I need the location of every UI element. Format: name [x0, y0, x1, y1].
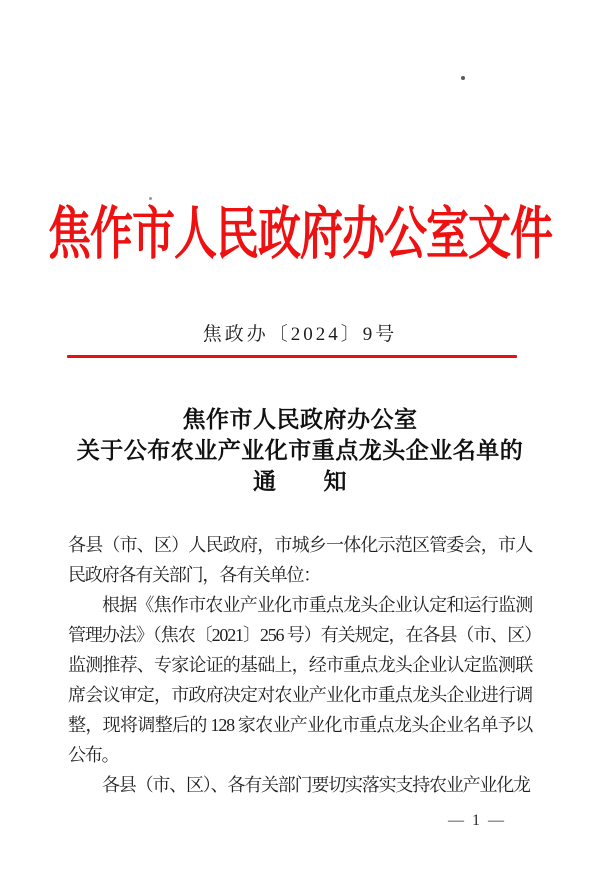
notice-title-line-3: 通 知 [253, 469, 347, 494]
notice-title-line-1: 焦作市人民政府办公室 [182, 407, 418, 432]
body-paragraph-2: 各县（市、区）、各有关部门要切实落实支持农业产业化龙 [102, 775, 530, 795]
notice-title [0, 404, 600, 497]
scan-speck [149, 197, 152, 200]
page-number: — 1 — [448, 812, 506, 829]
red-masthead-title: 焦作市人民政府办公室文件 [48, 204, 552, 267]
notice-title-line-2: 关于公布农业产业化市重点龙头企业名单的 [76, 438, 524, 463]
document-body [68, 530, 532, 800]
salutation-paragraph: 各县（市、区）人民政府，市城乡一体化示范区管委会，市人民政府各有关部门，各有关单位： [68, 535, 532, 585]
scan-speck [461, 76, 465, 80]
body-paragraph-1: 根据《焦作市农业产业化市重点龙头企业认定和运行监测管理办法》（焦农〔2021〕256 号）有关规定，在各县（市、区）监测推荐、专家论证的基础上，经市重点龙头企业认定监测联席会议审定，市政府决定对农业产业化市重点龙头企业进行调整，现将调整后的 128 家农业产业化市重点龙头企业名单予以公布。 [68, 595, 532, 765]
document-number: 焦政办〔2024〕9号 [202, 324, 398, 345]
red-divider-line [67, 355, 517, 358]
